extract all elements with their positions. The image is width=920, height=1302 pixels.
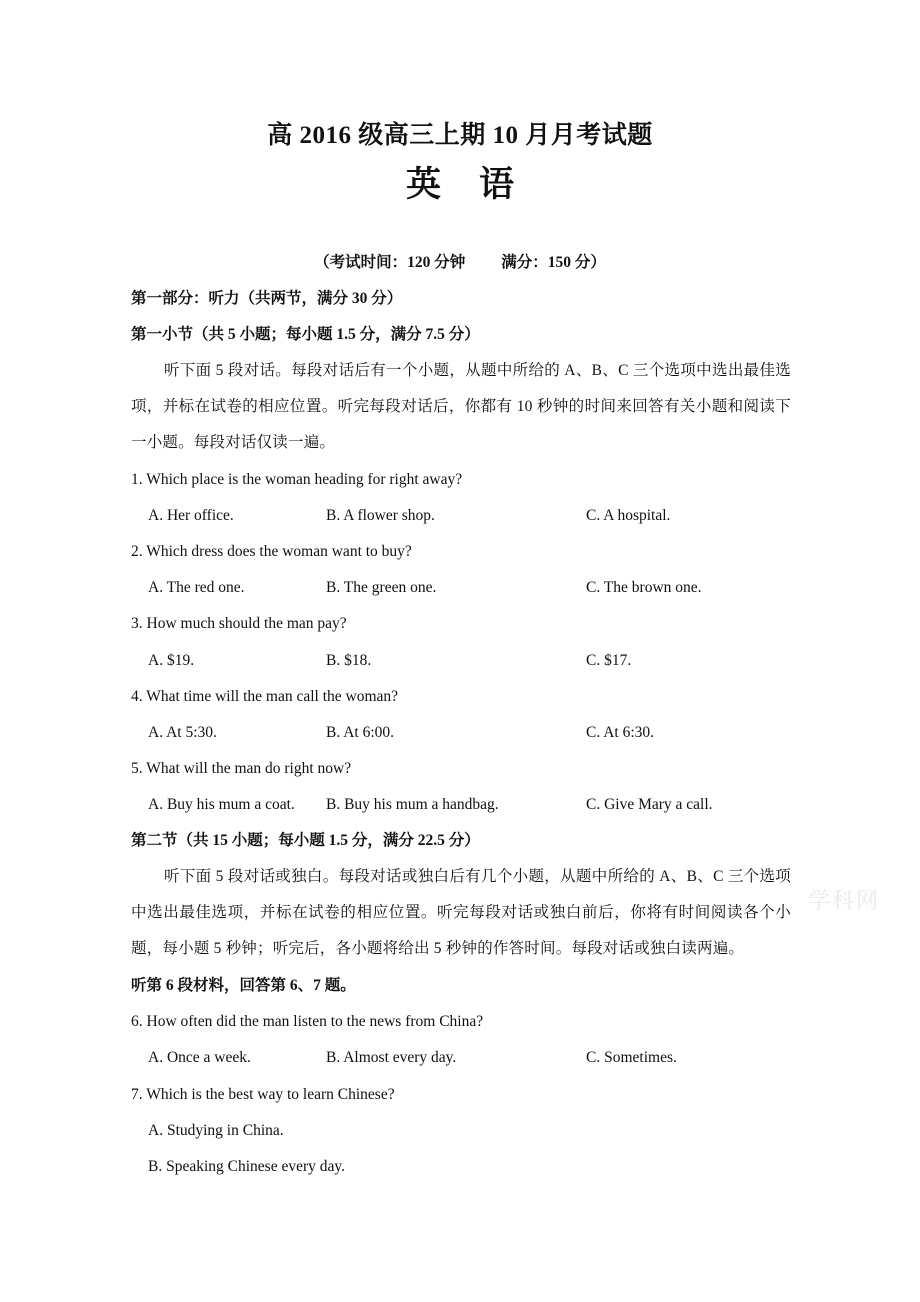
q5-option-a: A. Buy his mum a coat. <box>148 796 295 813</box>
q5-option-b: B. Buy his mum a handbag. <box>326 796 499 813</box>
part1-heading: 第一部分：听力（共两节，满分 30 分） <box>131 290 403 307</box>
q3-option-a: A. $19. <box>148 652 195 669</box>
question-3: 3. How much should the man pay? <box>131 615 347 632</box>
q6-option-c: C. Sometimes. <box>586 1049 677 1066</box>
q3-option-b: B. $18. <box>326 652 372 669</box>
subject-char-1: 英 <box>405 165 441 204</box>
question-7: 7. Which is the best way to learn Chinese? <box>131 1086 395 1103</box>
subject-char-2: 语 <box>479 165 515 204</box>
q1-option-c: C. A hospital. <box>586 507 671 524</box>
q7-option-b: B. Speaking Chinese every day. <box>148 1158 346 1175</box>
section1-heading: 第一小节（共 5 小题；每小题 1.5 分，满分 7.5 分） <box>131 326 480 343</box>
q6-option-b: B. Almost every day. <box>326 1049 457 1066</box>
subject-title <box>0 162 920 208</box>
question-5: 5. What will the man do right now? <box>131 760 352 777</box>
section1-instructions: 听下面 5 段对话。每段对话后有一个小题，从题中所给的 A、B、C 三个选项中选出最佳选项，并标在试卷的相应位置。听完每段对话后，你都有 10 秒钟的时间来回答有关小题和阅读下一小题。每段对话仅读一遍。 <box>131 362 791 451</box>
q1-option-b: B. A flower shop. <box>326 507 435 524</box>
q5-option-c: C. Give Mary a call. <box>586 796 713 813</box>
question-6: 6. How often did the man listen to the news from China? <box>131 1013 484 1030</box>
exam-score: 满分：150 分） <box>501 254 606 271</box>
q4-option-a: A. At 5:30. <box>148 724 217 741</box>
section2-heading: 第二节（共 15 小题；每小题 1.5 分，满分 22.5 分） <box>131 832 480 849</box>
question-4: 4. What time will the man call the woman? <box>131 688 399 705</box>
q7-option-a: A. Studying in China. <box>148 1122 284 1139</box>
watermark-logo: 学科网 <box>808 889 881 914</box>
section2-instructions: 听下面 5 段对话或独白。每段对话或独白后有几个小题，从题中所给的 A、B、C 三个选项中选出最佳选项，并标在试卷的相应位置。听完每段对话或独白前后，你将有时间阅读各个小题，每小题 5 秒钟；听完后，各小题将给出 5 秒钟的作答时间。每段对话或独白读两遍。 <box>131 868 791 957</box>
q6-option-a: A. Once a week. <box>148 1049 251 1066</box>
question-2: 2. Which dress does the woman want to buy? <box>131 543 412 560</box>
q2-option-a: A. The red one. <box>148 579 245 596</box>
exam-meta <box>0 252 920 274</box>
q2-option-b: B. The green one. <box>326 579 437 596</box>
q1-option-a: A. Her office. <box>148 507 234 524</box>
exam-title: 高 2016 级高三上期 10 月月考试题 <box>267 122 653 149</box>
q4-option-c: C. At 6:30. <box>586 724 655 741</box>
q4-option-b: B. At 6:00. <box>326 724 395 741</box>
q3-option-c: C. $17. <box>586 652 632 669</box>
material-6-label: 听第 6 段材料，回答第 6、7 题。 <box>131 977 356 994</box>
question-1: 1. Which place is the woman heading for right away? <box>131 471 463 488</box>
q2-option-c: C. The brown one. <box>586 579 702 596</box>
exam-time: （考试时间：120 分钟 <box>314 254 466 271</box>
